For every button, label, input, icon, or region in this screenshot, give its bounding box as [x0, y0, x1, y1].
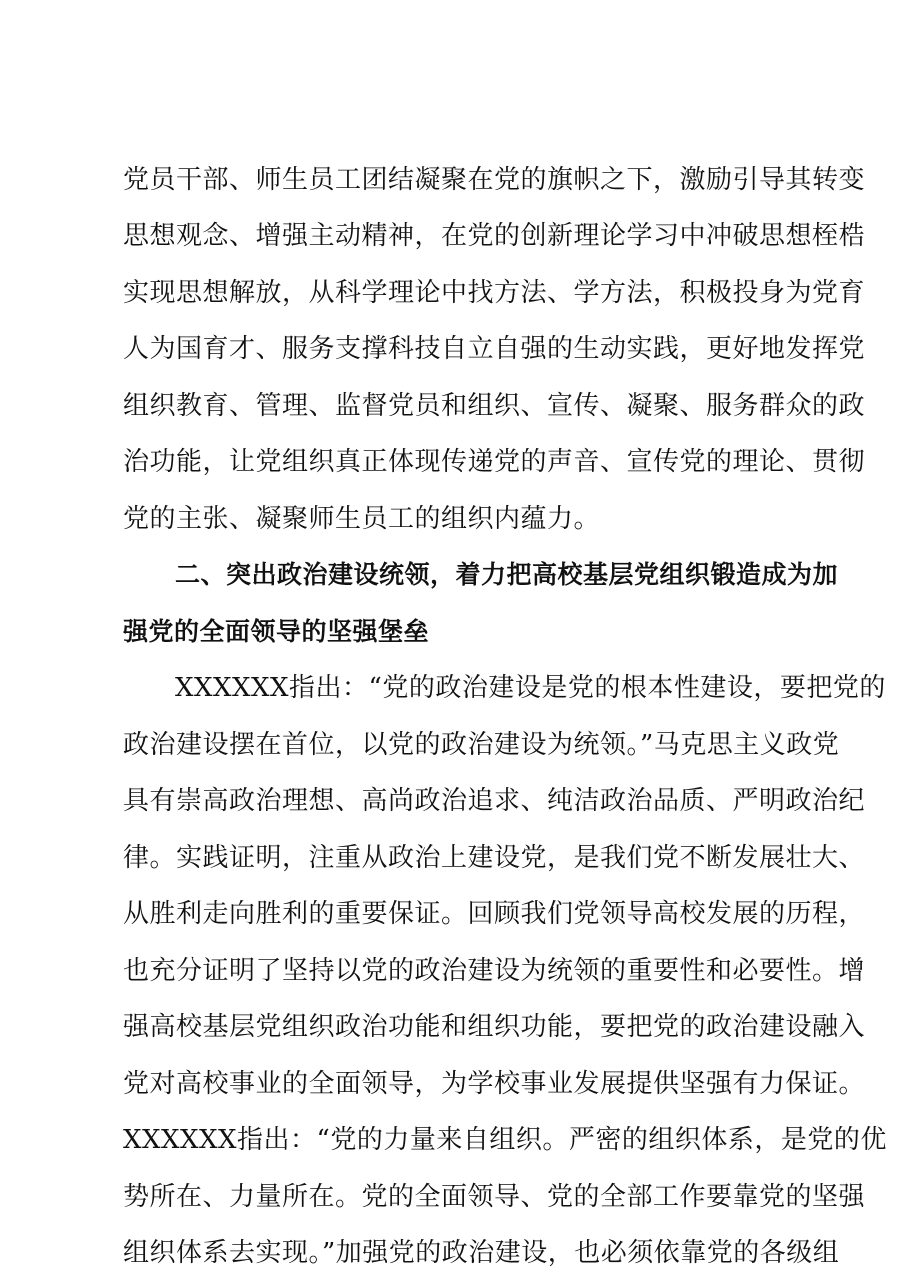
body-text-line: 具有崇高政治理想、高尚政治追求、纯洁政治品质、严明政治纪 [123, 786, 866, 816]
body-text-line: XXXXXX指出：“党的力量来自组织。严密的组织体系，是党的优 [123, 1125, 887, 1155]
body-text-line: 人为国育才、服务支撑科技自立自强的生动实践，更好地发挥党 [123, 334, 866, 364]
body-text-line: 治功能，让党组织真正体现传递党的声音、宣传党的理论、贯彻 [123, 447, 866, 477]
section-heading: 二、突出政治建设统领，着力把高校基层党组织锻造成为加 [175, 560, 839, 589]
body-text-line: 势所在、力量所在。党的全面领导、党的全部工作要靠党的坚强 [123, 1182, 866, 1212]
body-text-line: 政治建设摆在首位，以党的政治建设为统领。”马克思主义政党 [123, 730, 840, 760]
body-text-line: XXXXXX指出：“党的政治建设是党的根本性建设，要把党的 [175, 673, 886, 703]
body-text-line: 律。实践证明，注重从政治上建设党，是我们党不断发展壮大、 [123, 843, 866, 873]
section-heading: 强党的全面领导的坚强堡垒 [123, 617, 430, 646]
body-text-line: 组织教育、管理、监督党员和组织、宣传、凝聚、服务群众的政 [123, 391, 866, 421]
body-text-line: 实现思想解放，从科学理论中找方法、学方法，积极投身为党育 [123, 278, 866, 308]
body-text-line: 党的主张、凝聚师生员工的组织内蕴力。 [123, 504, 601, 534]
body-text-line: 也充分证明了坚持以党的政治建设为统领的重要性和必要性。增 [123, 956, 866, 986]
body-text-line: 党对高校事业的全面领导，为学校事业发展提供坚强有力保证。 [123, 1069, 866, 1099]
body-text-line: 组织体系去实现。”加强党的政治建设，也必须依靠党的各级组 [123, 1238, 840, 1268]
body-text-line: 从胜利走向胜利的重要保证。回顾我们党领导高校发展的历程， [123, 899, 866, 929]
body-text-line: 强高校基层党组织政治功能和组织功能，要把党的政治建设融入 [123, 1012, 866, 1042]
body-text-line: 思想观念、增强主动精神，在党的创新理论学习中冲破思想桎梏 [123, 221, 866, 251]
body-text-line: 党员干部、师生员工团结凝聚在党的旗帜之下，激励引导其转变 [123, 165, 866, 195]
